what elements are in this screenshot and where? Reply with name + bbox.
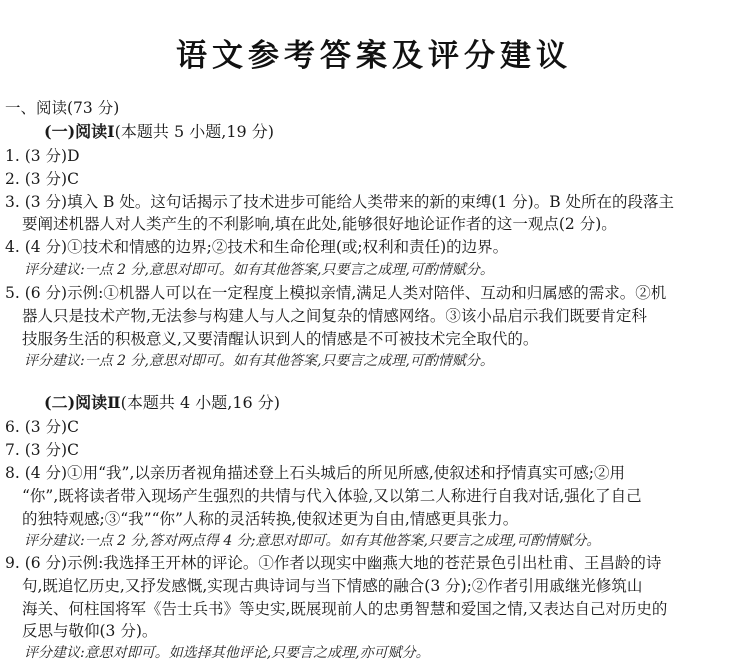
section1-label: (一)阅读Ⅰ xyxy=(44,122,115,141)
answer-3-line1: 3. (3 分)填入 B 处。这句话揭示了技术进步可能给人类带来的新的束缚(1 分)。B 处所在的段落主 xyxy=(5,193,675,211)
answer-5-line1: 5. (6 分)示例:①机器人可以在一定程度上模拟亲情,满足人类对陪伴、互动和归属感的需求。②机 xyxy=(5,284,667,302)
answer-9-line4: 反思与敬仰(3 分)。 xyxy=(22,622,158,640)
scoring-note-4: 评分建议:一点 2 分,意思对即可。如有其他答案,只要言之成理,可酌情赋分。 xyxy=(24,262,494,278)
answer-5-line2: 器人只是技术产物,无法参与构建人与人之间复杂的情感网络。③该小品启示我们既要肯定科 xyxy=(22,307,647,325)
section1-meta: (本题共 5 小题,19 分) xyxy=(114,122,275,141)
page-title: 语文参考答案及评分建议 xyxy=(176,38,572,74)
answer-9-line3: 海关、何柱国将军《告士兵书》等史实,既展现前人的忠勇智慧和爱国之情,又表达自己对历史的 xyxy=(22,600,668,618)
section2-meta: (本题共 4 小题,16 分) xyxy=(120,393,281,412)
answer-9-line2: 句,既追忆历史,又抒发感慨,实现古典诗词与当下情感的融合(3 分);②作者引用戚继光修筑山 xyxy=(22,577,643,595)
scoring-note-8: 评分建议:一点 2 分,答对两点得 4 分;意思对即可。如有其他答案,只要言之成理,可酌情赋分。 xyxy=(24,533,601,549)
answer-7: 7. (3 分)C xyxy=(5,441,79,459)
section2-heading xyxy=(44,393,280,413)
part1-heading: 一、阅读(73 分) xyxy=(5,99,120,117)
answer-6: 6. (3 分)C xyxy=(5,418,79,436)
answer-9-line1: 9. (6 分)示例:我选择王开林的评论。①作者以现实中幽燕大地的苍茫景色引出杜甫、王昌龄的诗 xyxy=(5,554,662,572)
answer-8-line1: 8. (4 分)①用“我”,以亲历者视角描述登上石头城后的所见所感,使叙述和抒情真实可感;②用 xyxy=(5,464,626,482)
scoring-note-5: 评分建议:一点 2 分,意思对即可。如有其他答案,只要言之成理,可酌情赋分。 xyxy=(24,353,494,369)
section2-label: (二)阅读Ⅱ xyxy=(44,393,121,412)
section1-heading xyxy=(44,122,274,142)
answer-5-line3: 技服务生活的积极意义,又要清醒认识到人的情感是不可被技术完全取代的。 xyxy=(22,330,539,348)
answer-1: 1. (3 分)D xyxy=(5,147,80,165)
answer-2: 2. (3 分)C xyxy=(5,170,79,188)
answer-4: 4. (4 分)①技术和情感的边界;②技术和生命伦理(或;权利和责任)的边界。 xyxy=(5,238,509,256)
scoring-note-9: 评分建议:意思对即可。如选择其他评论,只要言之成理,亦可赋分。 xyxy=(24,645,430,661)
answer-3-line2: 要阐述机器人对人类产生的不利影响,填在此处,能够很好地论证作者的这一观点(2 分)。 xyxy=(22,215,617,233)
answer-8-line3: 的独特观感;③“我”“你”人称的灵活转换,使叙述更为自由,情感更具张力。 xyxy=(22,510,519,528)
answer-8-line2: “你”,既将读者带入现场产生强烈的共情与代入体验,又以第二人称进行自我对话,强化了自己 xyxy=(22,487,642,505)
